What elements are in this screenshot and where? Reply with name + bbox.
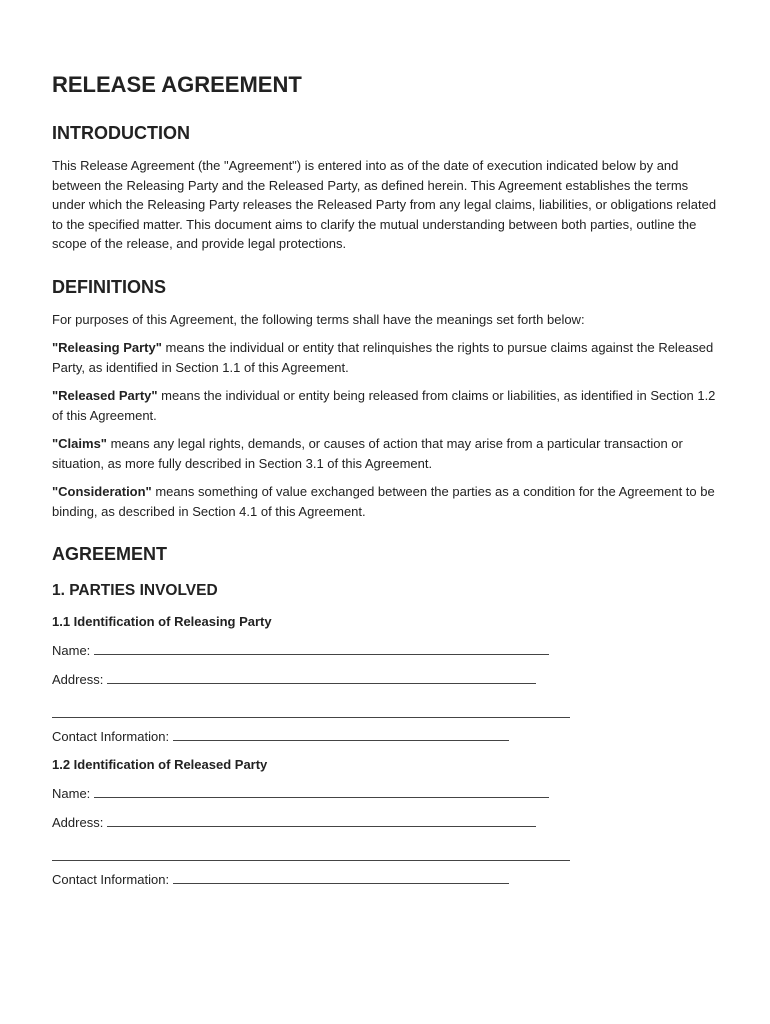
released-party-contact-row xyxy=(52,870,722,889)
introduction-heading: INTRODUCTION xyxy=(52,123,190,143)
contact-label: Contact Information: xyxy=(52,729,170,744)
released-party-name-row xyxy=(52,784,722,803)
definition-term: "Consideration" xyxy=(52,484,152,499)
name-label: Name: xyxy=(52,643,91,658)
section-1-2-heading: 1.2 Identification of Released Party xyxy=(52,757,268,772)
released-party-address-line-2[interactable] xyxy=(52,842,570,861)
definition-term: "Claims" xyxy=(52,436,107,451)
releasing-party-contact-field[interactable] xyxy=(173,727,509,741)
definition-term: "Released Party" xyxy=(52,388,158,403)
address-label: Address: xyxy=(52,672,104,687)
definitions-lead: For purposes of this Agreement, the following terms shall have the meanings set forth below: xyxy=(52,311,585,327)
definition-releasing-party xyxy=(52,338,722,377)
releasing-party-name-field[interactable] xyxy=(94,641,549,655)
releasing-party-name-row xyxy=(52,641,722,660)
released-party-contact-field[interactable] xyxy=(173,870,509,884)
definition-text: means any legal rights, demands, or causes of action that may arise from a particular transaction or situation, as more fully described in Section 3.1 of this Agreement. xyxy=(52,436,683,471)
releasing-party-address-row xyxy=(52,670,722,689)
section-1-heading: 1. PARTIES INVOLVED xyxy=(52,582,218,599)
section-1-1-heading: 1.1 Identification of Releasing Party xyxy=(52,614,272,629)
releasing-party-address-line-2[interactable] xyxy=(52,699,570,718)
name-label: Name: xyxy=(52,786,91,801)
definitions-heading: DEFINITIONS xyxy=(52,276,167,297)
document-body xyxy=(52,72,722,899)
released-party-address-row xyxy=(52,813,722,832)
releasing-party-address-field[interactable] xyxy=(107,670,536,684)
introduction-text: This Release Agreement (the "Agreement") is entered into as of the date of execution indicated below by and between the Releasing Party and the Released Party, as defined herein. This Agreement establishes the terms under which the Releasing Party releases the Released Party from any legal claims, liabilities, or obligations related to the specified matter. This document aims to clarify the mutual understanding between both parties, outline the scope of the release, and provide legal protections. xyxy=(52,158,717,251)
definition-text: means the individual or entity that relinquishes the rights to pursue claims against the Released Party, as identified in Section 1.1 of this Agreement. xyxy=(52,340,714,375)
address-label: Address: xyxy=(52,815,104,830)
definition-claims xyxy=(52,434,722,473)
contact-label: Contact Information: xyxy=(52,872,170,887)
document-title: RELEASE AGREEMENT xyxy=(52,72,302,97)
definition-text: means something of value exchanged between the parties as a condition for the Agreement to be binding, as described in Section 4.1 of this Agreement. xyxy=(52,484,715,519)
released-party-name-field[interactable] xyxy=(94,784,549,798)
agreement-heading: AGREEMENT xyxy=(52,544,168,564)
releasing-party-contact-row xyxy=(52,727,722,746)
definition-consideration xyxy=(52,482,722,521)
definition-text: means the individual or entity being released from claims or liabilities, as identified in Section 1.2 of this Agreement. xyxy=(52,388,716,423)
released-party-address-field[interactable] xyxy=(107,813,536,827)
definition-term: "Releasing Party" xyxy=(52,340,162,355)
definition-released-party xyxy=(52,386,722,425)
